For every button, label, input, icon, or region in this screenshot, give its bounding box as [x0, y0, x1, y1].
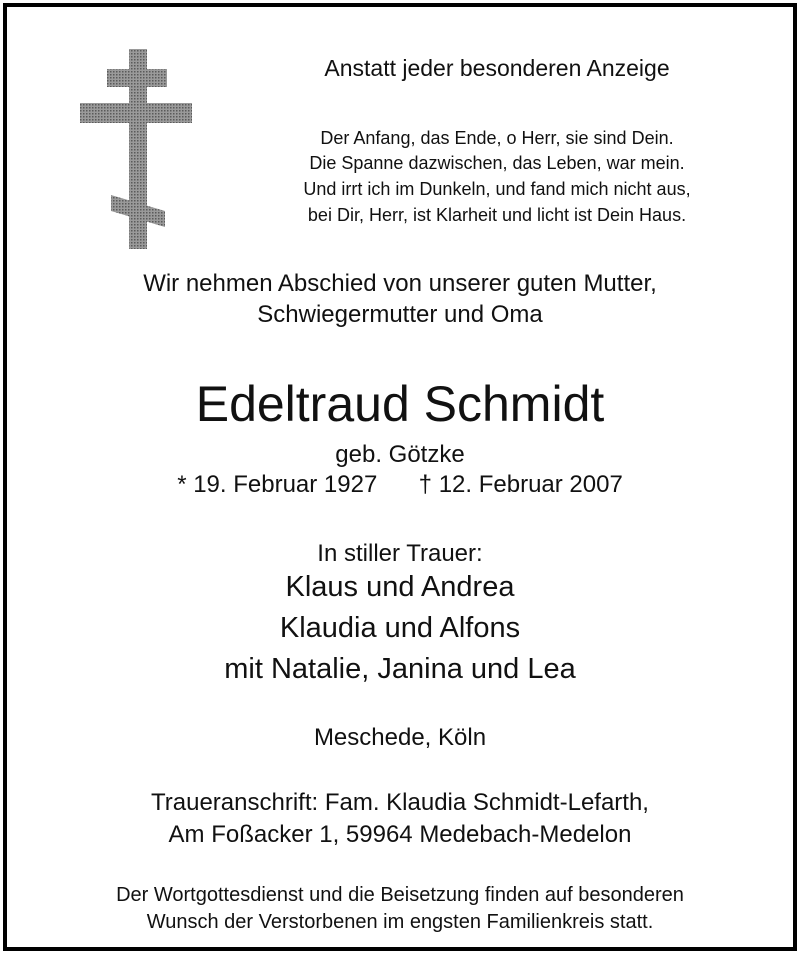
places: Meschede, Köln [313, 724, 487, 751]
poem-line: Die Spanne dazwischen, das Leben, war mein. [309, 153, 685, 173]
poem-line: bei Dir, Herr, ist Klarheit und licht ist Dein Haus. [307, 205, 687, 225]
life-dates [7, 473, 793, 497]
birth-date: * 19. Februar 1927 [177, 471, 378, 498]
service-note-line: Der Wortgottesdienst und die Beisetzung finden auf besonderen [116, 884, 684, 906]
address-line: Am Foßacker 1, 59964 Medebach-Medelon [168, 821, 632, 848]
deceased-name: Edeltraud Schmidt [195, 376, 605, 432]
service-note-line: Wunsch der Verstorbenen im engsten Familienkreis statt. [146, 911, 654, 933]
mourner-line: Klaus und Andrea [285, 571, 515, 603]
death-date: † 12. Februar 2007 [418, 471, 623, 498]
mourners-intro: In stiller Trauer: [317, 540, 483, 567]
orthodox-cross-icon [77, 47, 197, 251]
obituary-notice [3, 3, 797, 951]
mourner-line: Klaudia und Alfons [279, 612, 521, 644]
announcement-header: Anstatt jeder besonderen Anzeige [324, 55, 670, 81]
mourner-line: mit Natalie, Janina und Lea [224, 653, 576, 685]
farewell-line: Schwiegermutter und Oma [257, 301, 543, 328]
address-line: Traueranschrift: Fam. Klaudia Schmidt-Lefarth, [151, 789, 649, 816]
poem-line: Der Anfang, das Ende, o Herr, sie sind Dein. [320, 128, 674, 148]
birth-name: geb. Götzke [335, 441, 465, 468]
farewell-line: Wir nehmen Abschied von unserer guten Mutter, [143, 270, 657, 297]
poem-line: Und irrt ich im Dunkeln, und fand mich nicht aus, [303, 179, 691, 199]
